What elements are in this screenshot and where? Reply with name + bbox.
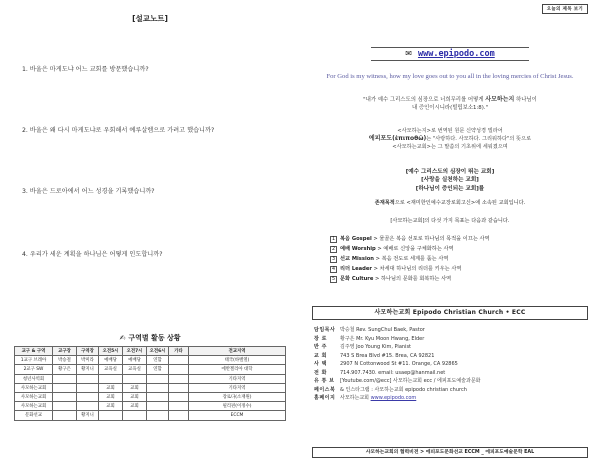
table-cell	[147, 402, 169, 411]
goal-number: 2	[331, 247, 336, 252]
table-cell: 교회	[99, 402, 123, 411]
church-slogans	[300, 168, 600, 193]
staff-row	[314, 377, 481, 386]
table-header: 오전6시	[147, 347, 169, 356]
sermon-notes-title: [설교노트]	[132, 14, 168, 23]
table-cell: 교회	[99, 392, 123, 401]
goal-label: 리더 Leader	[340, 266, 372, 272]
staff-row	[314, 360, 481, 369]
staff-key: 반 주	[314, 344, 327, 350]
goal-label: 예배 Worship	[340, 246, 376, 252]
slogan-3: [하나님이 증인되는 교회]를	[415, 185, 485, 192]
table-cell: 사모하는교회	[15, 402, 53, 411]
goals-list	[330, 234, 490, 284]
question-1: 1. 바울은 마게도냐 어느 교회를 방문했습니까?	[22, 66, 149, 73]
goal-number: 4	[331, 267, 336, 272]
staff-value: & 인스타그램 : 사모하는교회 epipodo christian church	[340, 386, 467, 393]
question-4: 4. 우리가 세운 계획을 하나님은 어떻게 인도합니까?	[22, 251, 163, 258]
homepage-link[interactable]: www.epipodo.com	[370, 395, 417, 401]
church-description: <사모하는지>로 번역된 원문 신약성경 빌라어 에피포도(ἐπιποθῶ)는 "사랑하다. 사모하다. 그리워하다"의 뜻으로 <사모하는교회>는 그 말씀의 기초위에 세워졌으며	[368, 128, 532, 151]
church-name-banner: 사모하는교회 Epipodo Christian Church • ECC	[312, 306, 588, 320]
goal-number: 3	[331, 257, 336, 262]
table-cell	[77, 392, 99, 401]
table-cell	[99, 374, 123, 383]
pen-icon: ✍	[119, 334, 126, 342]
staff-value: 황구은 Mr. Kyu Moon Hwang, Elder	[340, 335, 425, 342]
staff-value: [Youtube.com/@ecc] 사모하는교회 ecc / 에피포도예술과문화	[340, 378, 481, 384]
table-cell: 2교구 SW	[15, 365, 53, 374]
table-cell: 황지니	[77, 365, 99, 374]
table-cell: 황구은	[53, 365, 77, 374]
table-row	[15, 392, 286, 401]
staff-row	[314, 394, 481, 403]
table-cell: ECCM	[189, 411, 286, 420]
table-cell	[147, 374, 169, 383]
goal-text: > 물골은 복음 선포로 하나님의 목적을 이끄는 사역	[371, 236, 490, 242]
table-header: 교구 & 구역	[15, 347, 53, 356]
staff-row	[314, 343, 481, 352]
table-cell: 에반젤리아 대학	[189, 365, 286, 374]
table-cell: 기타지역	[189, 374, 286, 383]
staff-row	[314, 369, 481, 378]
table-cell	[147, 392, 169, 401]
staff-key: 교 회	[314, 352, 327, 359]
table-cell	[169, 374, 189, 383]
staff-row	[314, 352, 481, 361]
goal-item	[330, 264, 490, 274]
table-cell	[53, 402, 77, 411]
table-row	[15, 356, 286, 365]
question-2: 2. 바울은 왜 다시 마게도냐로 우회해서 예루살렘으로 가려고 했습니까?	[22, 127, 215, 134]
vision-banner: 사모하는교회의 협력비전 > 에피포도문화선교 ECCM _ 에피포도예술문학 EAL	[312, 447, 588, 458]
goal-item	[330, 274, 490, 284]
staff-value: 743 S Brea Blvd #15. Brea, CA 92821	[340, 352, 435, 359]
question-3: 3. 바울은 드로아에서 어느 성경을 기록했습니까?	[22, 188, 155, 195]
table-cell	[169, 411, 189, 420]
table-cell	[169, 402, 189, 411]
goal-text: > 복음 전도로 세계를 품는 사역	[373, 256, 449, 262]
staff-key: 홈페이지	[314, 395, 336, 401]
staff-key: 장 로	[314, 335, 327, 342]
staff-key: 전 화	[314, 369, 327, 376]
table-cell	[77, 383, 99, 392]
goal-text: > 차세대 하나님의 리더를 키우는 사역	[371, 266, 462, 272]
staff-value: 714.907.7430. email: usaep@hanmail.net	[340, 369, 446, 376]
staff-value: 김주영 Joo Young Kim, Pianist	[340, 344, 412, 350]
table-cell: 1교구 브레아	[15, 356, 53, 365]
goal-label: 문화 Culture	[340, 276, 374, 282]
table-row	[15, 411, 286, 420]
table-cell: 사모하는교회	[15, 383, 53, 392]
goal-label: 복음 Gospel	[340, 236, 372, 242]
table-cell: 교회	[99, 383, 123, 392]
slogan-2: [사랑을 실천하는 교회]	[421, 177, 479, 184]
table-cell	[169, 383, 189, 392]
table-row	[15, 374, 286, 383]
table-cell	[169, 392, 189, 401]
staff-key: 사 택	[314, 361, 327, 367]
goal-text: > 하나님의 문화를 회복하는 사역	[373, 276, 452, 282]
table-cell	[53, 411, 77, 420]
table-cell	[123, 411, 147, 420]
staff-row	[314, 326, 481, 335]
table-cell: 예배당	[123, 356, 147, 365]
activities-title: ✍ 구역별 활동 상황	[119, 334, 181, 342]
table-cell: 교육실	[123, 365, 147, 374]
goal-number: 1	[331, 237, 336, 242]
staff-row	[314, 335, 481, 344]
table-cell: 기타지역	[189, 383, 286, 392]
website-header	[300, 47, 600, 61]
table-cell	[147, 411, 169, 420]
table-header: 전교지역	[189, 347, 286, 356]
envelope-icon: ✉	[405, 49, 412, 58]
table-header-row	[15, 347, 286, 356]
table-cell	[77, 402, 99, 411]
staff-key: 페이스북	[314, 386, 336, 393]
table-cell: 교회	[123, 402, 147, 411]
table-cell: 태국(바벨열)	[189, 356, 286, 365]
goal-text: > 예배로 신앙을 구체화하는 사역	[375, 246, 454, 252]
table-row	[15, 365, 286, 374]
table-cell: 문화선교	[15, 411, 53, 420]
table-cell: 박승철	[53, 356, 77, 365]
table-cell: 교육실	[99, 365, 123, 374]
goal-item	[330, 244, 490, 254]
staff-value: 2907 N Cottonwood St #11. Orange, CA 92865	[340, 361, 458, 367]
table-header: 오전7시	[123, 347, 147, 356]
table-cell: 교회	[123, 383, 147, 392]
goal-item	[330, 234, 490, 244]
table-cell: 필리핀(이정수)	[189, 402, 286, 411]
table-cell	[123, 374, 147, 383]
table-cell	[169, 356, 189, 365]
staff-value: 사모하는교회	[340, 395, 371, 401]
table-header: 오전5시	[99, 347, 123, 356]
table-cell	[147, 383, 169, 392]
staff-key: 담임목사	[314, 327, 336, 333]
table-header: 구역장	[77, 347, 99, 356]
goal-number: 5	[331, 277, 336, 282]
table-header: 교구장	[53, 347, 77, 356]
table-cell	[169, 365, 189, 374]
table-header: 가타	[169, 347, 189, 356]
table-cell	[77, 374, 99, 383]
table-row	[15, 383, 286, 392]
goal-item	[330, 254, 490, 264]
table-cell: 연합	[147, 356, 169, 365]
table-cell: 연합	[147, 365, 169, 374]
slogan-1: [예수 그리스도의 심장이 뛰는 교회]	[405, 169, 495, 175]
table-cell: 장로다(소재원)	[189, 392, 286, 401]
staff-info	[314, 326, 481, 403]
table-cell: 예배당	[99, 356, 123, 365]
verse-korean: "내가 예수 그리스도의 심장으로 너희무리를 어떻게 사모하는지 하나님이 내 증인이시니라(빌립보소1:8)."	[363, 96, 537, 112]
table-cell: 교회	[123, 392, 147, 401]
table-cell	[53, 383, 77, 392]
website-link[interactable]: www.epipodo.com	[417, 49, 495, 59]
table-cell: 청년사역회	[15, 374, 53, 383]
staff-row	[314, 386, 481, 395]
staff-key: 유 튜 브	[314, 378, 335, 384]
table-row	[15, 402, 286, 411]
table-cell	[53, 392, 77, 401]
table-cell: 박미라	[77, 356, 99, 365]
date-box: 오늘의 제목 보기	[542, 4, 588, 14]
staff-value: 박승철 Rev. SungChul Baek, Pastor	[340, 327, 425, 333]
church-affiliation: 존재목적으로 <재미한인예수교장로회고신>에 소속된 교회입니다.	[374, 200, 526, 206]
table-cell	[53, 374, 77, 383]
goals-intro: [사모하는교회]의 다섯 가지 목표는 다음과 같습니다.	[390, 218, 510, 224]
verse-english: For God is my witness, how my love goes out to you all in the loving mercies of Christ Jesus.	[326, 73, 574, 80]
table-cell: 황지니	[77, 411, 99, 420]
goal-label: 선교 Mission	[340, 256, 374, 262]
activities-table	[14, 346, 286, 421]
table-cell	[99, 411, 123, 420]
table-cell: 사모하는교회	[15, 392, 53, 401]
